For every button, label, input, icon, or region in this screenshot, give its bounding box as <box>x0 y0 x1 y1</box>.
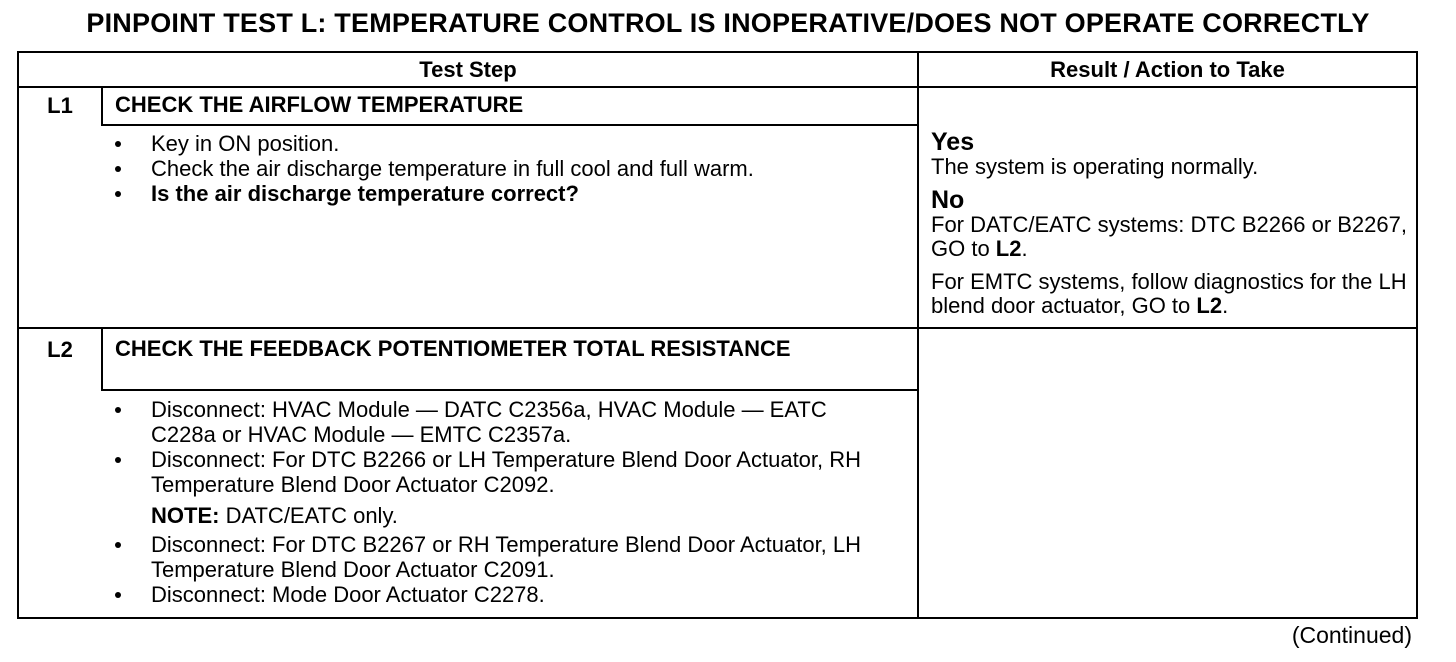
step-id-l2: L2 <box>47 337 73 362</box>
result-l1 <box>931 129 1411 318</box>
no-text-2-end: . <box>1222 293 1229 318</box>
header-result-action: Result / Action to Take <box>919 53 1416 88</box>
list-item: Disconnect: For DTC B2267 or RH Temperature Blend Door Actuator, LH Temperature Blend Door Actuator C2091. <box>103 532 893 582</box>
step-l2-body <box>103 397 893 607</box>
l2-title-underline <box>101 389 919 391</box>
l1-title-underline <box>101 124 919 126</box>
no-text-1 <box>931 213 1411 261</box>
column-divider <box>917 88 919 619</box>
pinpoint-test-table <box>17 51 1418 619</box>
step-l2-bullets-after <box>103 532 893 607</box>
note-text: DATC/EATC only. <box>219 503 398 528</box>
row-separator <box>19 327 1416 329</box>
list-item: Disconnect: For DTC B2266 or LH Temperature Blend Door Actuator, RH Temperature Blend Door Actuator C2092. <box>103 447 893 497</box>
goto-l2-ref: L2 <box>995 236 1022 261</box>
no-text-1-end: . <box>1021 236 1028 261</box>
goto-l2-ref: L2 <box>1196 293 1223 318</box>
step-l2-bullets <box>103 397 893 497</box>
list-item: Check the air discharge temperature in full cool and full warm. <box>103 156 903 181</box>
step-title-l1: CHECK THE AIRFLOW TEMPERATURE <box>115 92 524 117</box>
note <box>103 503 893 528</box>
note-label: NOTE: <box>151 503 220 528</box>
list-item: Key in ON position. <box>103 131 903 156</box>
step-title-l2: CHECK THE FEEDBACK POTENTIOMETER TOTAL RESISTANCE <box>115 336 791 361</box>
step-l1-bullets <box>103 131 903 206</box>
no-text-1-body: For DATC/EATC systems: DTC B2266 or B2267, GO to <box>931 212 1407 261</box>
step-id-l1: L1 <box>47 93 73 118</box>
no-text-2-body: For EMTC systems, follow diagnostics for the LH blend door actuator, GO to <box>931 269 1407 318</box>
yes-label: Yes <box>931 128 975 156</box>
list-item: Is the air discharge temperature correct? <box>103 181 903 206</box>
list-item: Disconnect: Mode Door Actuator C2278. <box>103 582 893 607</box>
yes-text: The system is operating normally. <box>931 154 1259 179</box>
header-test-step: Test Step <box>19 53 919 88</box>
id-divider-l2 <box>101 329 103 389</box>
list-item: Disconnect: HVAC Module — DATC C2356a, HVAC Module — EATC C228a or HVAC Module — EMTC C2357a. <box>103 397 893 447</box>
no-label: No <box>931 186 965 214</box>
continued-label: (Continued) <box>1291 622 1412 648</box>
id-divider-l1 <box>101 88 103 124</box>
page-title: PINPOINT TEST L: TEMPERATURE CONTROL IS INOPERATIVE/DOES NOT OPERATE CORRECTLY <box>86 8 1370 38</box>
no-text-2 <box>931 270 1411 318</box>
